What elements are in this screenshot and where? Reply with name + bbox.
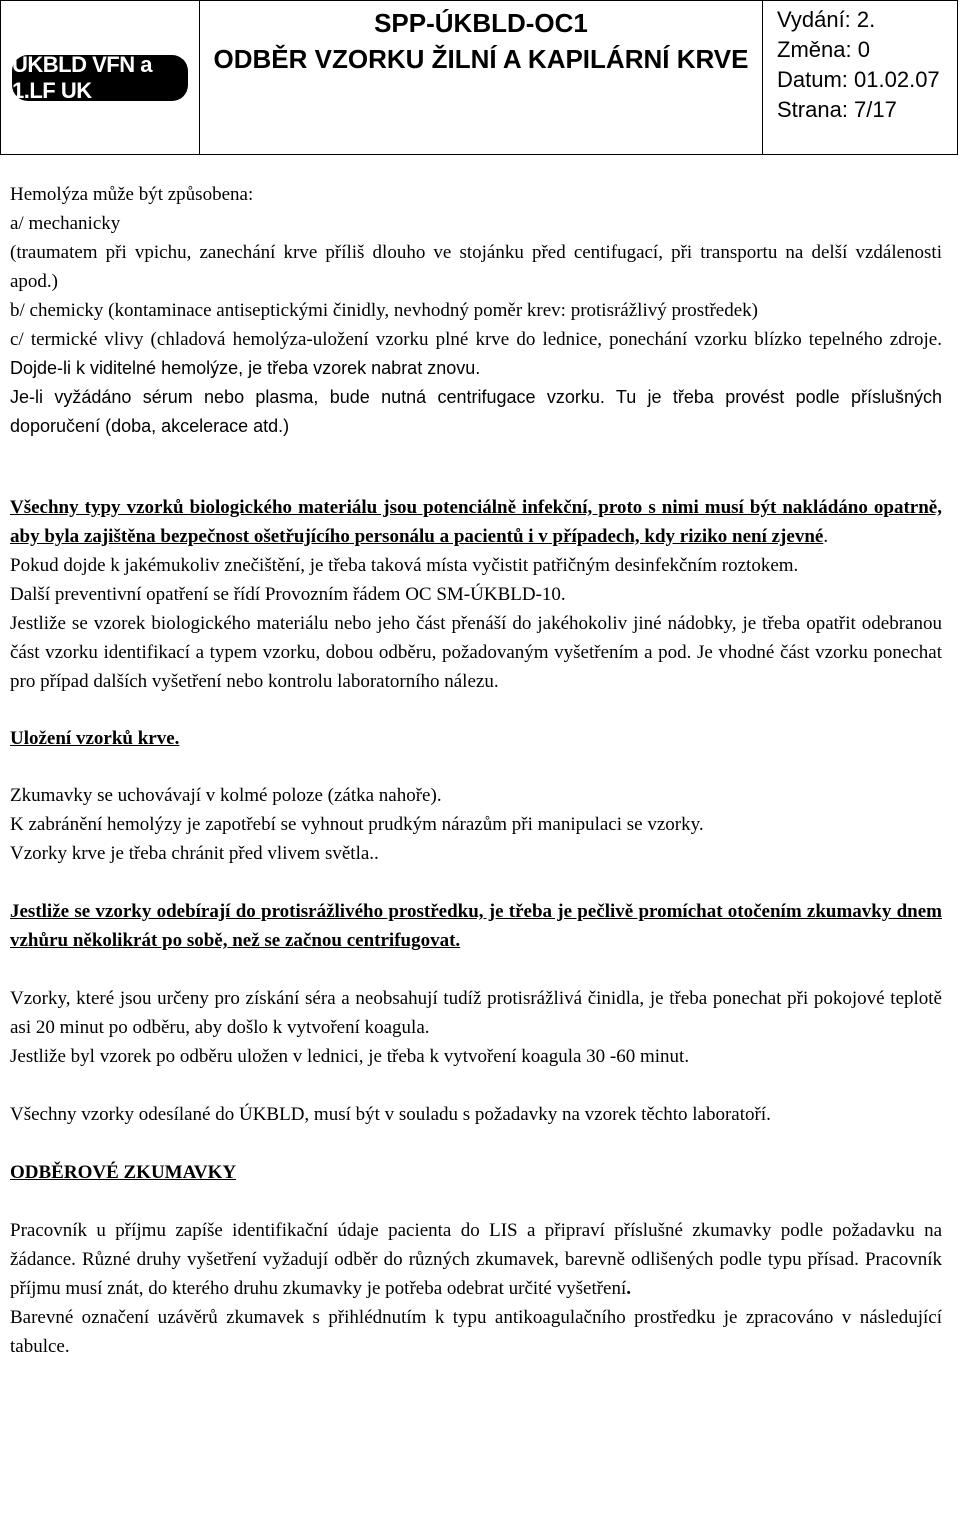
page-number: Strana: 7/17 — [777, 97, 897, 122]
tubes-heading: ODBĚROVÉ ZKUMAVKY — [10, 1162, 237, 1183]
clotting-note-2: Jestliže byl vzorek po odběru uložen v lednici, je třeba k vytvoření koagula 30 -60 minut. — [10, 1046, 690, 1067]
document-code: SPP-ÚKBLD-OC1 — [374, 8, 588, 38]
document-body — [10, 180, 942, 1361]
edition: Vydání: 2. — [777, 7, 876, 32]
preventive-note: Další preventivní opatření se řídí Provozním řádem OC SM-ÚKBLD-10. — [10, 584, 566, 605]
infection-warning-dot: . — [823, 526, 829, 547]
hemolysis-c-tail: Dojde-li k viditelné hemolýze, je třeba vzorek nabrat znovu. — [10, 358, 481, 378]
infection-warning-bold: Všechny typy vzorků biologického materiálu jsou potenciálně infekční, proto s nimi musí být nakládáno opatrně, aby byla zajištěna bezpečnost ošetřujícího personálu a pacientů i v případech, kdy riziko není zjevné — [10, 497, 942, 547]
date: Datum: 01.02.07 — [777, 67, 940, 92]
infection-warning — [10, 493, 942, 551]
storage-line-1: Zkumavky se uchovávají v kolmé poloze (zátka nahoře). — [10, 785, 442, 806]
storage-line-2: K zabránění hemolýzy je zapotřebí se vyhnout prudkým nárazům při manipulaci se vzorky. — [10, 814, 704, 835]
hemolysis-a-detail: (traumatem při vpichu, zanechání krve příliš dlouho ve stojánku před centifugací, při transportu na delší vzdálenosti apod.) — [10, 242, 942, 292]
ukbld-requirements: Všechny vzorky odesílané do ÚKBLD, musí být v souladu s požadavky na vzorek těchto laboratoří. — [10, 1104, 771, 1125]
storage-heading: Uložení vzorků krve. — [10, 728, 180, 749]
change: Změna: 0 — [777, 37, 870, 62]
contamination-note: Pokud dojde k jakémukoliv znečištění, je třeba taková místa vyčistit patřičným desinfekčním roztokem. — [10, 555, 799, 576]
hemolysis-b: b/ chemicky (kontaminace antiseptickými činidly, nevhodný poměr krev: protisrážlivý prostředek) — [10, 300, 758, 321]
clotting-note-1: Vzorky, které jsou určeny pro získání séra a neobsahují tudíž protisrážlivá činidla, je třeba ponechat při pokojové teplotě asi 20 minut po odběru, aby došlo k vytvoření koagula. — [10, 988, 942, 1038]
institution-logo — [12, 51, 188, 103]
reception-note — [10, 1216, 942, 1303]
hemolysis-intro: Hemolýza může být způsobena: — [10, 184, 254, 205]
color-coding-note: Barevné označení uzávěrů zkumavek s přihlédnutím k typu antikoagulačního prostředku je zpracováno v následující tabulce. — [10, 1307, 942, 1357]
hemolysis-c — [10, 325, 942, 383]
reception-note-dot: . — [626, 1278, 632, 1299]
reception-note-text: Pracovník u příjmu zapíše identifikační údaje pacienta do LIS a připraví příslušné zkumavky podle požadavku na žádance. Různé druhy vyšetření vyžadují odběr do různých zkumavek, barevně odlišených podle typu přísad. Pracovník příjmu musí znát, do kterého druhu zkumavky je potřeba odebrat určité vyšetření — [10, 1220, 942, 1299]
document-header — [0, 0, 958, 155]
logo-text: ÚKBLD VFN a 1.LF UK — [12, 51, 152, 103]
storage-line-3: Vzorky krve je třeba chránit před vlivem světla.. — [10, 843, 379, 864]
title-cell — [200, 1, 763, 154]
serum-plasma-note: Je-li vyžádáno sérum nebo plasma, bude nutná centrifugace vzorku. Tu je třeba provést podle příslušných doporučení (doba, akcelerace atd.) — [10, 387, 942, 436]
document-title: ODBĚR VZORKU ŽILNÍ A KAPILÁRNÍ KRVE — [213, 44, 749, 74]
hemolysis-c-text: c/ termické vlivy (chladová hemolýza-uložení vzorku plné krve do lednice, ponechání vzorku blízko tepelného zdroje. — [10, 329, 942, 350]
logo-cell — [1, 1, 200, 154]
transfer-note: Jestliže se vzorek biologického materiálu nebo jeho část přenáší do jakéhokoliv jiné nádobky, je třeba opatřit odebranou část vzorku identifikací a typem vzorku, dobou odběru, požadovaným vyšetřením a pod. Je vhodné část vzorku ponechat pro případ dalších vyšetření nebo kontrolu laboratorního nálezu. — [10, 613, 942, 692]
meta-cell — [764, 1, 958, 154]
hemolysis-a: a/ mechanicky — [10, 213, 121, 234]
mixing-instruction: Jestliže se vzorky odebírají do protisrážlivého prostředku, je třeba je pečlivě promíchat otočením zkumavky dnem vzhůru několikrát po sobě, než se začnou centrifugovat. — [10, 901, 942, 951]
